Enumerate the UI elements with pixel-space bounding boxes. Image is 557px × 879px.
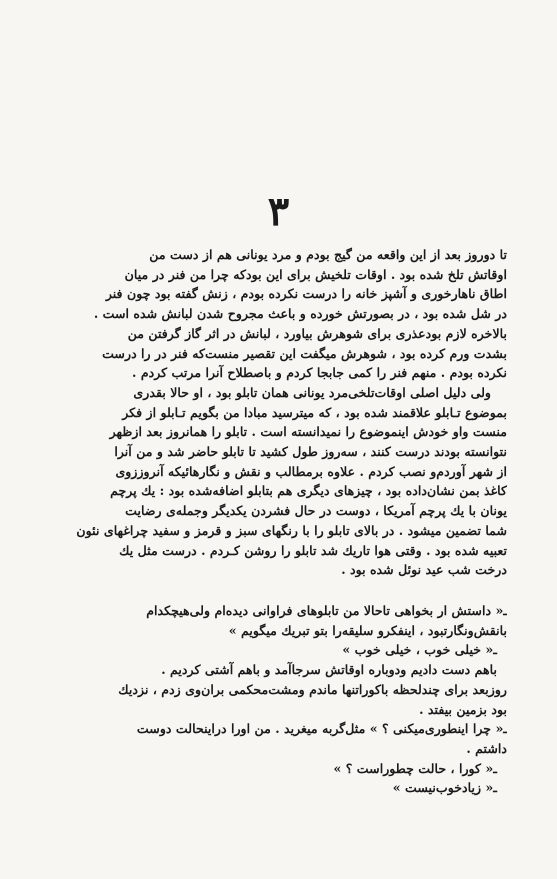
- dialogue-line: ـ« کورا ، حالت چطوراست ؟ »: [333, 760, 497, 776]
- text-line: تعبیه شده بود . وقتی هوا تاریك شد تابلو را روشن کـردم . درست مثل یك: [119, 542, 507, 558]
- text-line: نکرده بودم . منهم فنر را کمی جابجا کردم و باصطلاح آنرا مرتب کردم .: [132, 365, 507, 381]
- chapter-number: ۳: [267, 188, 290, 235]
- text-line: درخت شب عید نوئل شده بود .: [341, 562, 507, 578]
- dialogue-line: داشتم .: [466, 740, 507, 756]
- text-line: یونان با یك پرچم آمریکا ، دوست در حال فشردن یکدیگر وجمله‌ی رضایت: [125, 503, 507, 519]
- dialogue-line: ـ« خیلی خوب ، خیلی خوب »: [342, 642, 497, 658]
- dialogue-line: روزبعد برای چندلحظه باکوراتنها ماندم ومشت‌محکمی بران‌وی زدم ، نزدیك: [118, 681, 507, 697]
- text-line: تا دوروز بعد از این واقعه من گیج بودم و مرد یونانی هم از دست من: [149, 247, 507, 262]
- dialogue-line: ـ« چرا اینطوری‌میکنی ؟ » مثل‌گربه میغرید . من اورا دراینحالت دوست: [136, 721, 507, 737]
- text-line: از شهر آوردم‌و نصب کردم . علاوه برمطالب و نقش و نگارهائیکه آنروززوی: [115, 463, 507, 479]
- text-line: اوقاتش تلخ شده بود . اوقات تلخیش برای این بودکه چرا من فنر در میان: [124, 266, 507, 282]
- dialogue-line: ـ« زیادخوب‌نیست »: [392, 780, 497, 796]
- text-line: منست واو خودش اینموضوع را نمیدانسته است . تابلو را همانروز بعد ازظهر: [109, 424, 507, 440]
- dialogue-text: [52, 601, 507, 798]
- text-line: بشدت ورم کرده بود ، شوهرش میگفت این تقصیر منست‌که فنر در را درست: [102, 345, 507, 361]
- dialogue-line: بانقش‌ونگارتبود ، اینفکرو سلیقه‌را بتو تبریك میگویم »: [228, 622, 507, 638]
- text-line: نتوانسته بودند درست کنند ، سه‌روز طول کشید تا تابلو حاضر شد و من آنرا: [114, 444, 507, 460]
- text-line: ولی دلیل اصلی اوقات‌تلخی‌مرد یونانی همان تابلو بود ، او حالا بقدری: [133, 384, 491, 400]
- text-line: بالاخره لازم بودعذری برای شوهرش بیاورد ، لبانش در اثر گاز گرفتن من: [127, 325, 507, 341]
- dialogue-line: باهم دست دادیم ودوباره اوقاتش سرجاآمد و باهم آشتی کردیم .: [161, 662, 497, 678]
- dialogue-line: بود بزمین بیفتد .: [419, 701, 507, 717]
- text-line: در شل شده بود ، در بصورتش خورده و باعث مجروح شدن لبانش شده است .: [93, 306, 507, 322]
- dialogue-line: ـ« داستش ار بخواهی تاحالا من تابلوهای فراوانی دیده‌ام ولی‌هیچکدام: [146, 603, 507, 618]
- text-line: کاغذ بمن نشان‌داده بود ، چیزهای دیگری هم بتابلو اضافه‌شده بود : یك پرچم: [110, 483, 507, 499]
- text-line: اطاق ناهارخوری و آشپز خانه را درست نکرده بودم ، زنش گفته بود چون فنر: [105, 286, 507, 302]
- text-line: بموضوع تـابلو علاقمند شده بود ، که میترسید مبادا من بگویم تـابلو از فکر: [122, 404, 507, 420]
- text-line: شما تضمین میشود . در بالای تابلو را با رنگهای سبز و قرمز و سفید چراغهای نئون: [76, 522, 507, 538]
- body-text: [52, 245, 507, 580]
